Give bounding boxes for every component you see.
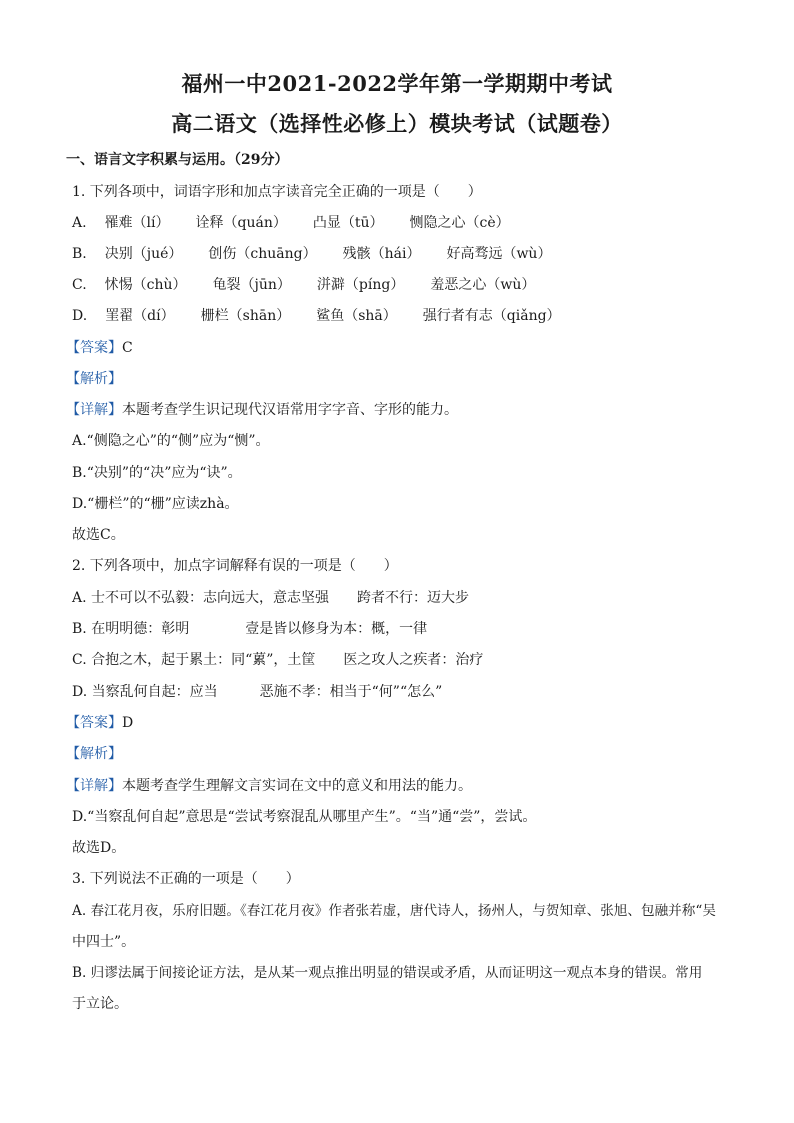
option-letter: D. [72,308,88,324]
option-item: 洴澼（píng） [316,277,405,293]
option-item: 罣翟（dí） [105,308,175,324]
q1-explanation-a: A.“侧隐之心”的“侧”应为“恻”。 [72,433,270,449]
option-letter: B. [72,246,87,262]
q1-option-a [72,213,732,233]
option-item: 怵惕（chù） [104,277,187,293]
q2-option-b: B. 在明明德：彰明 壹是皆以修身为本：概，一律 [72,621,428,637]
option-item: 凸显（tū） [312,215,384,231]
option-item: 鲨鱼（shā） [316,308,397,324]
section-heading: 一、语言文字积累与运用。（29分） [66,152,289,168]
option-item: 决别（jué） [104,246,183,262]
option-item: 好高骛远（wù） [446,246,552,262]
q1-option-c [72,275,732,295]
answer-value: D [122,715,134,731]
q2-answer [66,713,726,733]
q1-option-b [72,244,732,264]
q3-option-a-line1: A. 春江花月夜，乐府旧题。《春江花月夜》作者张若虚，唐代诗人，扬州人，与贺知章、张旭、包融并称“吴 [72,903,716,919]
option-item: 羞恶之心（wù） [430,277,536,293]
option-letter: A. [72,215,87,231]
q1-option-d [72,306,732,326]
answer-tag: 【答案】 [66,715,122,731]
q1-detail [66,400,726,420]
q1-answer [66,338,726,358]
q1-explanation-b: B.“决别”的“决”应为“诀”。 [72,465,242,481]
detail-text: 本题考查学生识记现代汉语常用字字音、字形的能力。 [122,402,458,418]
option-letter: C. [72,277,87,293]
option-item: 恻隐之心（cè） [409,215,510,231]
q2-stem: 2. 下列各项中，加点字词解释有误的一项是（ ） [72,558,398,574]
q1-analysis-tag: 【解析】 [66,371,122,387]
detail-tag: 【详解】 [66,778,122,794]
option-item: 罹难（lí） [104,215,170,231]
q3-option-b-line2: 于立论。 [72,996,128,1012]
option-item: 诠释（quán） [195,215,287,231]
detail-text: 本题考查学生理解文言实词在文中的意义和用法的能力。 [122,778,472,794]
q2-option-c: C. 合抱之木，起于累土：同“蔂”，土筐 医之攻人之疾者：治疗 [72,652,484,668]
option-item: 栅栏（shān） [200,308,291,324]
exam-subtitle: 高二语文（选择性必修上）模块考试（试题卷） [171,111,623,136]
detail-tag: 【详解】 [66,402,122,418]
q2-conclusion: 故选D。 [72,840,126,856]
option-item: 强行者有志（qiǎng） [422,308,561,324]
answer-value: C [122,340,133,356]
option-item: 残骸（hái） [342,246,421,262]
q2-option-a: A. 士不可以不弘毅：志向远大，意志坚强 跨者不行：迈大步 [72,590,470,606]
option-item: 龟裂（jūn） [212,277,291,293]
q3-option-b-line1: B. 归谬法属于间接论证方法，是从某一观点推出明显的错误或矛盾，从而证明这一观点本身的错误。常用 [72,965,703,981]
q2-explanation-d: D.“当察乱何自起”意思是“尝试考察混乱从哪里产生”。“当”通“尝”，尝试。 [72,809,537,825]
q3-option-a-line2: 中四士”。 [72,934,136,950]
q1-stem: 1. 下列各项中，词语字形和加点字读音完全正确的一项是（ ） [72,184,482,200]
q3-stem: 3. 下列说法不正确的一项是（ ） [72,871,300,887]
q1-conclusion: 故选C。 [72,527,125,543]
exam-title: 福州一中2021-2022学年第一学期期中考试 [181,71,613,96]
q2-option-d: D. 当察乱何自起：应当 恶施不孝：相当于“何”“怎么” [72,684,443,700]
q1-explanation-d: D.“栅栏”的“栅”应读zhà。 [72,496,239,512]
q2-detail [66,776,726,796]
answer-tag: 【答案】 [66,340,122,356]
option-item: 创伤（chuāng） [208,246,317,262]
q2-analysis-tag: 【解析】 [66,746,122,762]
